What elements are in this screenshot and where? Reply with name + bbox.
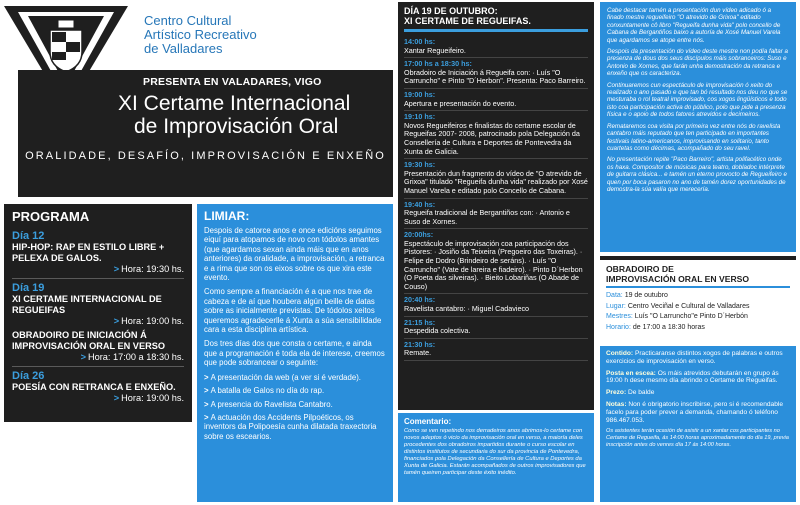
poster-header [0, 0, 393, 202]
schedule-entry [404, 339, 588, 361]
contido-value: Practicaranse distintos xogos de palabras e outros exercicios de improvisación en verso. [606, 350, 783, 365]
obradoiro-value: de 17:00 a 18:30 horas [632, 323, 705, 331]
list-item-text: A presentación da web (a ver si é verdade). [210, 372, 361, 382]
list-item [204, 400, 386, 409]
schedule-text: Regueifa tradicional de Bergantiños con: · Antonio e Suso de Xornes. [404, 208, 570, 226]
programa-hour [12, 264, 184, 274]
obradoiro-row [606, 312, 790, 323]
schedule-title-line: DÍA 19 DE OUTUBRO: [404, 6, 498, 16]
obradoiro-key: Data: [606, 292, 623, 299]
programa-hour-text: Hora: 19:30 hs. [121, 264, 184, 274]
limiar-paragraph: Dos tres días dos que consta o certame, e ainda que a programación é toda ela de interese, creemos que pode sobrancear o seguinte: [204, 339, 385, 368]
description-paragraph: Continuaremos cun espectáculo de improvisación ó xeito do realizado o ano pasado e que tan bó resultado nos deu no que se mesturaba o rol teatral improvisado, cos xogos lingüísticos e todo isto coa participación activa do público, polo que pide a presenza física e o apoio de todos fatores atrevidos e decimeiros. [607, 81, 788, 119]
contido-key: Posta en escea: [606, 369, 656, 377]
schedule-text: Apertura e presentación do evento. [404, 98, 517, 108]
programa-entry [12, 370, 184, 403]
schedule-entry [404, 317, 588, 339]
schedule-text: Ravelista cantabro: · Miguel Cadavieco [404, 304, 530, 314]
chevron-right-icon: > [204, 412, 209, 422]
programa-hour-text: Hora: 17:00 a 18:30 hs. [87, 352, 184, 362]
contido-value: De balde [628, 389, 655, 397]
chevron-right-icon: > [113, 264, 120, 274]
event-title-line: de Improvisación Oral [134, 115, 339, 138]
schedule-time: 20:40 hs: [404, 295, 436, 305]
schedule-panel [398, 2, 594, 410]
programa-event: OBRADOIRO DE INICIACIÓN Á IMPROVISACIÓN ORAL EN VERSO [12, 330, 165, 351]
contido-key: Prezo: [606, 389, 627, 397]
chevron-right-icon: > [204, 386, 209, 396]
chevron-right-icon: > [80, 352, 86, 362]
event-title [118, 92, 393, 138]
contido-item [606, 370, 790, 386]
contido-item [606, 389, 790, 397]
divider [12, 366, 184, 367]
schedule-list [404, 36, 588, 361]
description-paragraph: Cabe destacar tamén a presentación dun vídeo adicado ó a finado mestre regueifeiro "O atrevido de Grixoa" editado conxuntamente cô libro "Regueifa dunha vida" polo concello de Cabana de Bergantiños baixo a autoría de Xosé Manuel Varela que agardamos se atope entre nós. [607, 7, 781, 44]
schedule-text: Remate. [404, 348, 432, 358]
schedule-time: 19:00 hs: [404, 89, 436, 99]
schedule-text: Novos Regueifeiros e finalistas do certame escolar de Regueifas 2007- 2008, patrocinado pola Delegación da Consellería de Cultura e Deportes de Pontevedra da Xunta de Galicia. [404, 120, 580, 156]
org-line: de Valladares [144, 41, 223, 56]
description-panel [600, 2, 796, 252]
contido-item [606, 350, 790, 366]
obradoiro-row [606, 291, 790, 302]
obradoiro-key: Horario: [606, 323, 631, 331]
schedule-entry [404, 89, 588, 111]
schedule-text: Obradoiro de Iniciación á Regueifa con: · Luís "O Carruncho" e Pinto "D´Herbon". Presenta: Paco Barreiro. [404, 67, 586, 86]
list-item-text: A presencia do Ravelista Cantabro. [210, 399, 333, 409]
programa-day: Día 19 [12, 282, 45, 294]
programa-entry [12, 230, 184, 274]
schedule-time: 19:10 hs: [404, 112, 436, 122]
description-paragraph: No presentación repite "Paco Barreiro", artista polifacético onde os haxa. Compositor de músicas para teatro, dobladoc intérprete de guitarra clásica... e tamén un eterno provocto de Regueifeiro e quen por boca pasaron no ano de tamén dorez oportunidades de demostra-la súa valía que merecería. [607, 156, 787, 193]
schedule-entry [404, 229, 588, 294]
chevron-right-icon: > [204, 399, 209, 409]
programa-event: XI CERTAME INTERNACIONAL DE REGUEIFAS [12, 294, 162, 315]
description-paragraph: Remataremos coa visita por primeira vez entre nós do ravelista cantabro máis reputado que ten participado en importantes festivais latino-americanos, improvisando en solitario, tanto cuartetas como décimas, acompañado do seu ravel. [607, 122, 781, 152]
obradoiro-row [606, 302, 790, 313]
obradoiro-value: Luís "O Larruncho"e Pinto D´Herbón [634, 313, 748, 320]
list-item-text: A actuación dos Accidents Pilpoéticos, os inventors da Polipoesía cunha dilatada traxectoria sobre os escearios. [204, 412, 377, 441]
obradoiro-row [606, 323, 790, 334]
schedule-time: 21:30 hs: [404, 339, 436, 349]
limiar-list [204, 373, 386, 441]
contido-item [606, 401, 790, 424]
limiar-panel [197, 204, 393, 502]
obradoiro-key: Lugar: [606, 302, 626, 310]
comentario-text: Como se ven repetindo nos derradeiros anos abrimos-lo certame con novos adeptos ó vicio da improvisación oral en verso, a maioría deles procedentes dos obradoiros impartidos durante o curso escolar en distintos institutos de secundaria do sur da provincia de Pontevedra, financiados pola Delegación da Consellería de Cultura e Deportes da Xunta de Galicia. Estarán acompañados de outros improvisadores que tamén queiren participar deste éxito inédito. [404, 428, 586, 476]
schedule-entry [404, 294, 588, 316]
chevron-right-icon: > [113, 316, 120, 326]
schedule-time: 14:00 hs: [404, 37, 436, 46]
presents-line: PRESENTA EN VALADARES, VIGO [143, 76, 322, 88]
schedule-text: Despedida colectiva. [404, 326, 471, 336]
schedule-time: 17:00 hs a 18:30 hs: [404, 59, 472, 69]
programa-hour-text: Hora: 19:00 hs. [121, 316, 184, 326]
list-item [204, 373, 386, 382]
contido-key: Notas: [606, 400, 627, 408]
limiar-title: LIMIAR: [204, 209, 250, 223]
schedule-entry [404, 36, 588, 58]
programa-event: HIP-HOP: RAP EN ESTILO LIBRE + PELEXA DE GALOS. [12, 242, 165, 263]
programa-entry [12, 282, 184, 326]
tagline: ORALIDADE, DESAFÍO, IMPROVISACIÓN E ENXEÑO [25, 150, 386, 162]
contido-value: Os máis atrevidos debutarán en grupo ás 19:00 h dese mesmo día abrindo o Certame de Regueifas. [606, 369, 779, 385]
obradoiro-title-line: OBRADOIRO DE [606, 264, 674, 274]
schedule-time: 19:40 hs: [404, 199, 436, 209]
obradoiro-key: Mestres: [606, 313, 633, 320]
programa-title: PROGRAMA [12, 209, 90, 224]
schedule-title [404, 6, 588, 26]
programa-hour-text: Hora: 19:00 hs. [121, 393, 184, 403]
schedule-time: 21:15 hs: [404, 317, 436, 327]
schedule-time: 20:00hs: [404, 230, 434, 240]
programa-hour [12, 393, 184, 403]
obradoiro-title-line: IMPROVISACIÓN ORAL EN VERSO [606, 274, 750, 284]
event-title-line: XI Certame Internacional [118, 92, 351, 115]
obradoiro-panel [600, 256, 796, 342]
org-line: Centro Cultural [144, 13, 232, 28]
schedule-entry [404, 111, 588, 159]
chevron-right-icon: > [113, 393, 120, 403]
programa-day: Día 26 [12, 370, 45, 382]
schedule-text: Espectáculo de improvisación coa participación dos Pistores: · Josiño da Teixeira (Pregoeiro das Toxeiras). · Felipe de Dodro (Brindeiro de seráns). · Luís "O Carruncho" (Vate de lareira e fiadeiro). · Pinto D´Herbon (O Poeta das silveiras). · Bieito Lobariñas (O Abade de Couso) [404, 238, 583, 291]
limiar-paragraph: Como sempre a financiación é a que nos trae de cabeza e de aí que houbera algún beille de datas sobre as inicialmente previstas. De tódolos xeitos queremos agradecerlle á Xunta a súa sensibilidade cara a esta disciplina artística. [204, 287, 382, 335]
accent-bar [606, 286, 790, 288]
chevron-right-icon: > [204, 372, 209, 382]
org-line: Artístico Recreativo [144, 27, 257, 42]
limiar-paragraph: Despois de catorce anos e once edicións seguimos eiquí para atopamos de novo con tódolos amantes (que agardamos sexan ainda máis que en anos anteriores) da oralidade, a improvisación, a retranca e a rima que son os eixos sobre os que xira este evento. [204, 226, 385, 283]
accent-bar [404, 29, 588, 32]
programa-event: POESÍA CON RETRANCA E ENXEÑO. [12, 382, 176, 392]
programa-hour [12, 352, 184, 362]
contido-panel [600, 346, 796, 502]
comentario-panel [398, 413, 594, 502]
organization-name [144, 14, 384, 56]
programa-day: Día 12 [12, 230, 45, 242]
title-band [18, 70, 393, 197]
schedule-time: 19:30 hs: [404, 160, 436, 170]
contido-note: Os asistentes terán ocasión de asistir a un xantar cos participantes no Certame de Regueifa, ás 14:00 horas aproximadamente do día 19, previa inscripción antes do venres día 17 ás 14:00 horas. [606, 428, 789, 448]
schedule-entry [404, 199, 588, 230]
contido-key: Contido: [606, 350, 634, 357]
divider [12, 278, 184, 279]
list-item-text: A batalla de Galos no día do rap. [210, 386, 325, 396]
schedule-text: Presentación dun fragmento do vídeo de "O atrevido de Grixoa" titulado "Regueifa dunha vida" realizado por Xosé Manuel Varela e editado polo Concello de Cabana. [404, 168, 588, 195]
schedule-title-line: XI CERTAME DE REGUEIFAS. [404, 16, 531, 26]
programa-panel [4, 204, 192, 422]
schedule-entry [404, 58, 588, 89]
schedule-text: Xantar Regueifeiro. [404, 45, 466, 55]
programa-entry [12, 330, 184, 362]
programa-hour [12, 316, 184, 326]
obradoiro-value: Centro Veciñal e Cultural de Valladares [627, 302, 750, 310]
comentario-title: Comentario: [404, 417, 452, 426]
list-item [204, 386, 386, 395]
obradoiro-value: 19 de outubro [624, 292, 668, 299]
schedule-entry [404, 159, 588, 198]
description-paragraph: Despois da presentación do vídeo deste mestre non podía faltar a presenza de dous dos seus discípulos máis sobranceiros: Suso e Antonio de Xornes, que farán unha demostración da retranca e enxeño que os caracteriza. [607, 48, 788, 78]
list-item [204, 413, 386, 441]
contido-value: Non é obrigatorio inscribirse, pero si é recomendable facelo para poder prever a demanda, chamando ó teléfono 986.467.053. [606, 400, 784, 424]
obradoiro-title [606, 264, 790, 284]
